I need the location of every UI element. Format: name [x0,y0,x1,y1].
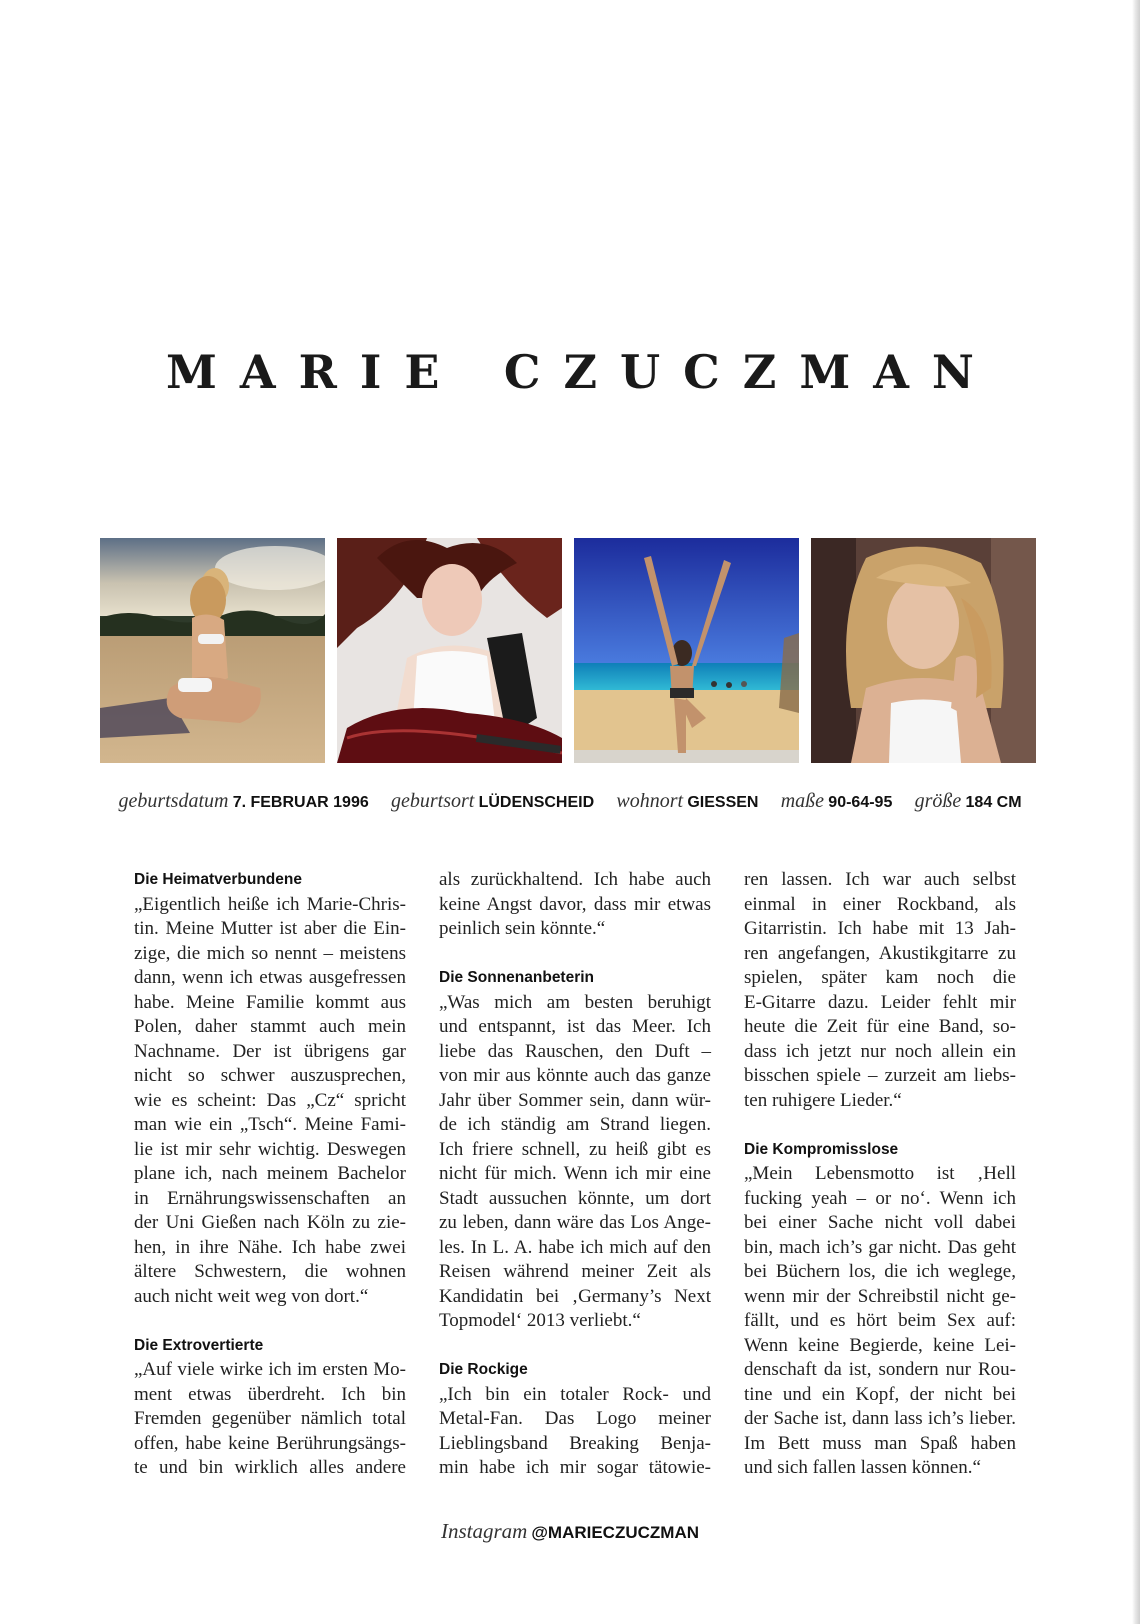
measurements-label: maße [780,790,825,812]
height-label: größe [914,790,962,812]
birthdate-value: 7. FEBRUAR 1996 [232,794,369,811]
text-line: Fremden gegenüber nämlich total [134,1408,406,1429]
text-line: E-Gitarre dazu. Leider fehlt mir [744,991,1016,1013]
text-line: hen, in ihre Nähe. Ich habe zwei [134,1236,406,1258]
text-line: les. In L. A. habe ich mich auf den [439,1236,711,1258]
text-line: Jahr über Sommer sein, dann wür- [439,1089,711,1111]
instagram-credit [0,1519,1140,1544]
text-line: bei einer Sache nicht voll dabei [744,1212,1016,1233]
text-line: heute die Zeit für eine Band, so- [744,1016,1016,1037]
title-first-name: MARIE [166,344,463,399]
text-line: lie ist mir sehr wichtig. Deswegen [134,1138,406,1160]
text-line: Stadt aussuchen könnte, um dort [439,1187,711,1209]
text-column-1 [134,868,406,1481]
text-line: Topmodel‘ 2013 verliebt.“ [439,1310,641,1331]
text-line: „Eigentlich heiße ich Marie-Chris- [134,893,406,915]
section-body-kompro [744,1162,1016,1481]
section-body-extro-part2 [439,868,711,942]
section-body-extro-part1 [134,1358,406,1481]
photo-beach-jump-image [574,538,799,763]
text-line: keine Angst davor, dass mir etwas [439,893,711,915]
text-line: „Auf viele wirke ich im ersten Mo- [134,1359,406,1380]
section-heading-extro: Die Extrovertierte [134,1336,264,1354]
text-line: de ich ständig am Strand liegen. [439,1114,711,1135]
photo-selfie-portrait[interactable] [811,538,1036,763]
text-line: spielen, später kam noch die [744,967,1016,988]
text-line: und sich fallen lassen können.“ [744,1457,981,1478]
text-line: liebe das Rauschen, den Duft – [439,1040,711,1062]
text-line: zu leben, dann wäre das Los Ange- [439,1212,711,1233]
text-line: Nachname. Der ist übrigens gar [134,1040,406,1062]
birthplace-label: geburtsort [390,790,475,812]
page-title [0,344,1140,399]
text-line: te und bin wirklich alles andere [134,1457,406,1478]
text-line: ältere Schwestern, die wohnen [134,1261,406,1282]
text-line: fällt, und es hört beim Sex auf: [744,1310,1016,1331]
text-line: bisschen spiele – zurzeit am liebs- [744,1065,1016,1086]
text-line: ren lassen. Ich war auch selbst [744,869,1016,890]
text-column-3 [744,868,1016,1505]
residence-label: wohnort [616,790,684,812]
text-line: denschaft da ist, sondern nur Rou- [744,1359,1016,1380]
text-line: bin, mach ich’s gar nicht. Das geht [744,1236,1016,1258]
text-line: bei Büchern los, die ich weglege, [744,1261,1016,1282]
birthplace-value: LÜDENSCHEID [478,794,595,811]
text-line: ten ruhigere Lieder.“ [744,1089,902,1111]
photo-beach-sitting-image [100,538,325,763]
text-line: Im Bett muss man Spaß haben [744,1432,1016,1454]
text-line: peinlich sein könnte.“ [439,918,606,939]
title-last-name: CZUCZMAN [503,344,997,399]
text-line: der Sache ist, dann lass ich’s lieber. [744,1408,1016,1429]
text-line: einmal in einer Rockband, als [744,893,1016,915]
section-body-rock-part2 [744,868,1016,1113]
text-line: Wenn keine Begierde, keine Lei- [744,1334,1016,1356]
section-body-rock-part1 [439,1383,711,1481]
instagram-handle[interactable]: @MARIECZUCZMAN [531,1523,699,1542]
text-line: Ich friere schnell, zu heiß gibt es [439,1138,711,1160]
text-line: nicht so schwer auszusprechen, [134,1065,406,1086]
text-line: ment etwas überdreht. Ich bin [134,1383,406,1405]
text-line: offen, habe keine Berührungsängs- [134,1432,406,1454]
text-column-2 [439,868,711,1481]
section-heading-heimat: Die Heimatverbundene [134,871,302,888]
text-line: „Mein Lebensmotto ist ‚Hell [744,1163,1016,1184]
text-line: Metal-Fan. Das Logo meiner [439,1408,711,1429]
text-line: man wie ein „Tsch“. Meine Fami- [134,1114,406,1135]
photo-guitar-hair[interactable] [337,538,562,763]
text-line: dann, wenn ich etwas ausgefressen [134,967,406,988]
text-line: Lieblingsband Breaking Benja- [439,1432,711,1454]
info-bar [0,790,1140,813]
text-line: min habe ich mir sogar tätowie- [439,1457,711,1478]
photo-beach-sitting[interactable] [100,538,325,763]
text-line: Gitarristin. Ich habe mit 13 Jah- [744,918,1016,939]
text-line: in Ernährungswissenschaften an [134,1187,406,1209]
text-line: auch nicht weit weg von dort.“ [134,1285,369,1307]
photo-strip [100,538,1038,763]
section-heading-sonne: Die Sonnenanbeterin [439,969,595,986]
residence-value: GIESSEN [687,794,759,811]
text-line: und entspannt, ist das Meer. Ich [439,1016,711,1037]
birthdate-label: geburtsdatum [118,790,229,812]
section-heading-rock: Die Rockige [439,1361,528,1378]
text-line: nicht für mich. Wenn ich mir eine [439,1163,711,1184]
text-line: dass ich jetzt nur noch allein ein [744,1040,1016,1062]
text-line: von mir aus könnte auch das ganze [439,1065,711,1086]
measurements-value: 90-64-95 [828,794,893,811]
section-body-heimat [134,893,406,1310]
instagram-label: Instagram [440,1519,528,1543]
text-line: fucking yeah – or no‘. Wenn ich [744,1187,1016,1209]
text-line: Polen, daher stammt auch mein [134,1016,406,1037]
text-line: tin. Meine Mutter ist aber die Ein- [134,918,406,939]
text-line: tine und ein Kopf, der nicht bei [744,1383,1016,1405]
text-line: plane ich, nach meinem Bachelor [134,1163,406,1184]
text-line: „Was mich am besten beruhigt [439,991,711,1013]
text-line: der Uni Gießen nach Köln zu zie- [134,1212,406,1233]
height-value: 184 CM [965,794,1022,811]
text-line: zige, die mich so nennt – meistens [134,942,406,964]
text-line: „Ich bin ein totaler Rock- und [439,1383,711,1405]
text-line: habe. Meine Familie kommt aus [134,991,406,1013]
section-body-sonne [439,991,711,1334]
text-line: wenn mir der Schreibstil nicht ge- [744,1285,1016,1307]
text-line: als zurückhaltend. Ich habe auch [439,869,711,890]
section-heading-kompro: Die Kompromisslose [744,1140,899,1158]
text-line: wie es scheint: Das „Cz“ spricht [134,1089,406,1111]
photo-beach-jump[interactable] [574,538,799,763]
photo-guitar-hair-image [337,538,562,763]
photo-selfie-portrait-image [811,538,1036,763]
text-line: ren angefangen, Akustikgitarre zu [744,942,1016,964]
text-line: Kandidatin bei ‚Germany’s Next [439,1285,711,1307]
text-line: Reisen während meiner Zeit als [439,1261,711,1282]
